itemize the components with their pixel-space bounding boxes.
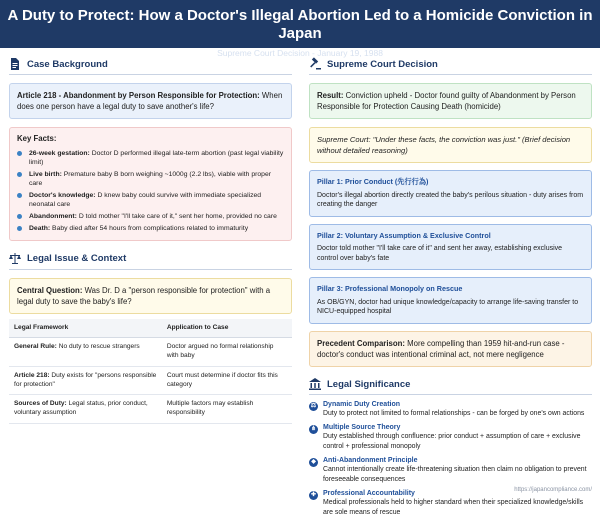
- page-header: [0, 0, 600, 58]
- user-md-icon: ✚: [310, 492, 317, 499]
- list-item: [17, 149, 284, 167]
- central-question-label: Central Question:: [17, 285, 83, 295]
- significance-list: [309, 401, 592, 517]
- key-facts-list: [17, 149, 284, 233]
- significance-title: Anti-Abandonment Principle: [323, 457, 418, 465]
- pillars-list: [309, 170, 592, 324]
- application-cell: Doctor argued no formal relationship with baby: [162, 338, 292, 367]
- significance-text: Cannot intentionally create life-threatening situation then claim no obligation to prevent foreseeable consequences: [323, 466, 587, 483]
- pillar-text: As OB/GYN, doctor had unique knowledge/capacity to arrange life-saving transfer to NICU-equipped hospital: [317, 298, 579, 316]
- fact-label: Abandonment:: [29, 212, 77, 220]
- pillar-box: [309, 170, 592, 217]
- gavel-icon: ⚖: [310, 403, 317, 410]
- significance-title: Multiple Source Theory: [323, 424, 401, 432]
- pillar-text: Doctor's illegal abortion directly created the baby's perilous situation - duty arises from creating the danger: [317, 191, 584, 209]
- fact-text: [29, 170, 284, 188]
- significance-heading: Legal Significance: [309, 376, 592, 392]
- framework-text: Legal status, prior conduct, voluntary assumption: [14, 400, 148, 417]
- column-header: Legal Framework: [9, 319, 162, 338]
- bullet-icon: [17, 226, 22, 231]
- list-item: [17, 191, 284, 209]
- significance-body: [323, 490, 592, 517]
- precedent-text: More compelling than 1959 hit-and-run case - doctor's conduct was intentional criminal act, not mere negligence: [317, 339, 565, 360]
- pillar-text: Doctor told mother "I'll take care of it" and sent her away, establishing exclusive control over baby's fate: [317, 245, 563, 262]
- document-icon: [9, 58, 21, 70]
- result-text: Conviction upheld - Doctor found guilty of Abandonment by Person Responsible for Protection Causing Death (homicide): [317, 91, 576, 111]
- pillar-box: [309, 277, 592, 324]
- precedent-box: [309, 331, 592, 367]
- bullet-icon: [17, 193, 22, 198]
- legal-issue-heading: Legal Issue & Context: [9, 251, 292, 267]
- key-facts-title: Key Facts:: [17, 134, 57, 143]
- sitemap-icon: ⋔: [310, 426, 317, 433]
- article-label: Article 218 - Abandonment by Person Responsible for Protection:: [17, 91, 260, 100]
- table-row: [9, 395, 292, 424]
- bullet-icon: [17, 151, 22, 156]
- pillar-title: Pillar 3: Professional Monopoly on Rescue: [317, 284, 463, 294]
- significance-item: [309, 424, 592, 451]
- framework-cell: [9, 395, 162, 424]
- precedent-label: Precedent Comparison:: [317, 339, 405, 349]
- significance-item: [309, 457, 592, 484]
- divider: [309, 74, 592, 75]
- framework-label: General Rule:: [14, 343, 57, 351]
- framework-text: No duty to rescue strangers: [56, 343, 140, 351]
- significance-text: Duty established through confluence: prior conduct + assumption of care + exclusive control + professional monopoly: [323, 433, 581, 450]
- article-question: When does one person have a legal duty to save another's life?: [17, 91, 283, 111]
- fact-text: [29, 149, 284, 167]
- fact-detail: D told mother "I'll take care of it," sent her home, provided no care: [76, 212, 277, 220]
- fact-label: 26-week gestation:: [29, 149, 90, 157]
- significance-title: Professional Accountability: [323, 490, 415, 498]
- table-body: [9, 338, 292, 424]
- gavel-icon: [309, 58, 321, 70]
- pillar-box: [309, 224, 592, 271]
- page-title: A Duty to Protect: How a Doctor's Illegal Abortion Led to a Homicide Conviction in Japan: [7, 7, 593, 42]
- table-row: [9, 366, 292, 395]
- central-question-text: Was Dr. D a "person responsible for protection" with a legal duty to save the baby's life?: [17, 285, 271, 306]
- significance-text: Duty to protect not limited to formal relationships - can be forged by one's own actions: [323, 410, 585, 418]
- right-column: [309, 56, 592, 517]
- divider: [9, 74, 292, 75]
- table-row: [9, 338, 292, 367]
- footer-url[interactable]: https://japancompliance.com/: [514, 487, 592, 493]
- framework-label: Sources of Duty:: [14, 400, 67, 408]
- significance-body: [323, 424, 592, 451]
- significance-item: [309, 490, 592, 517]
- scale-icon: [9, 253, 21, 265]
- significance-body: [323, 457, 592, 484]
- application-cell: Multiple factors may establish responsibility: [162, 395, 292, 424]
- landmark-icon: [309, 378, 321, 390]
- divider: [9, 269, 292, 270]
- list-item: [17, 170, 284, 188]
- central-question-box: [9, 278, 292, 314]
- fact-label: Death:: [29, 224, 51, 232]
- bullet-icon: [17, 214, 22, 219]
- article-question-box: [9, 83, 292, 119]
- significance-item: [309, 401, 592, 418]
- court-quote-box: [309, 127, 592, 163]
- list-item: [17, 212, 284, 221]
- key-facts-box: [9, 127, 292, 241]
- left-column: [9, 56, 292, 424]
- table-header-row: [9, 319, 292, 338]
- page-subtitle: Supreme Court Decision - January 19, 1988: [217, 48, 383, 58]
- case-background-heading: Case Background: [9, 56, 292, 72]
- significance-title: Dynamic Duty Creation: [323, 401, 401, 409]
- pillar-title: Pillar 2: Voluntary Assumption & Exclusive Control: [317, 230, 491, 240]
- fact-text: [29, 191, 284, 209]
- result-box: [309, 83, 592, 119]
- application-cell: Court must determine if doctor fits this category: [162, 366, 292, 395]
- result-label: Result:: [317, 91, 344, 100]
- fact-detail: Premature baby B born weighing ~1000g (2.2 lbs), viable with proper care: [29, 170, 271, 187]
- fact-label: Live birth:: [29, 170, 62, 178]
- column-header: Application to Case: [162, 319, 292, 338]
- fact-detail: Baby died after 54 hours from complications related to immaturity: [50, 224, 249, 232]
- significance-text: Medical professionals held to higher standard when their specialized knowledge/skills are sole means of rescue: [323, 499, 584, 516]
- fact-detail: Doctor D performed illegal late-term abortion (past legal viability limit): [29, 149, 284, 166]
- legal-framework-table: [9, 319, 292, 425]
- court-quote: Supreme Court: "Under these facts, the conviction was just." (Brief decision without detailed reasoning): [317, 135, 571, 155]
- bullet-icon: [17, 172, 22, 177]
- framework-label: Article 218:: [14, 371, 50, 379]
- fact-detail: D knew baby could survive with immediate specialized neonatal care: [29, 191, 262, 208]
- pillar-title: Pillar 1: Prior Conduct (先行行為): [317, 177, 429, 186]
- fact-label: Doctor's knowledge:: [29, 191, 96, 199]
- fact-text: [29, 212, 277, 221]
- framework-cell: [9, 338, 162, 367]
- significance-body: [323, 401, 584, 418]
- fact-text: [29, 224, 248, 233]
- framework-cell: [9, 366, 162, 395]
- decision-heading: Supreme Court Decision: [309, 56, 592, 72]
- list-item: [17, 224, 284, 233]
- shield-icon: ◆: [309, 458, 318, 467]
- framework-text: Duty exists for "persons responsible for protection": [14, 371, 157, 388]
- divider: [309, 394, 592, 395]
